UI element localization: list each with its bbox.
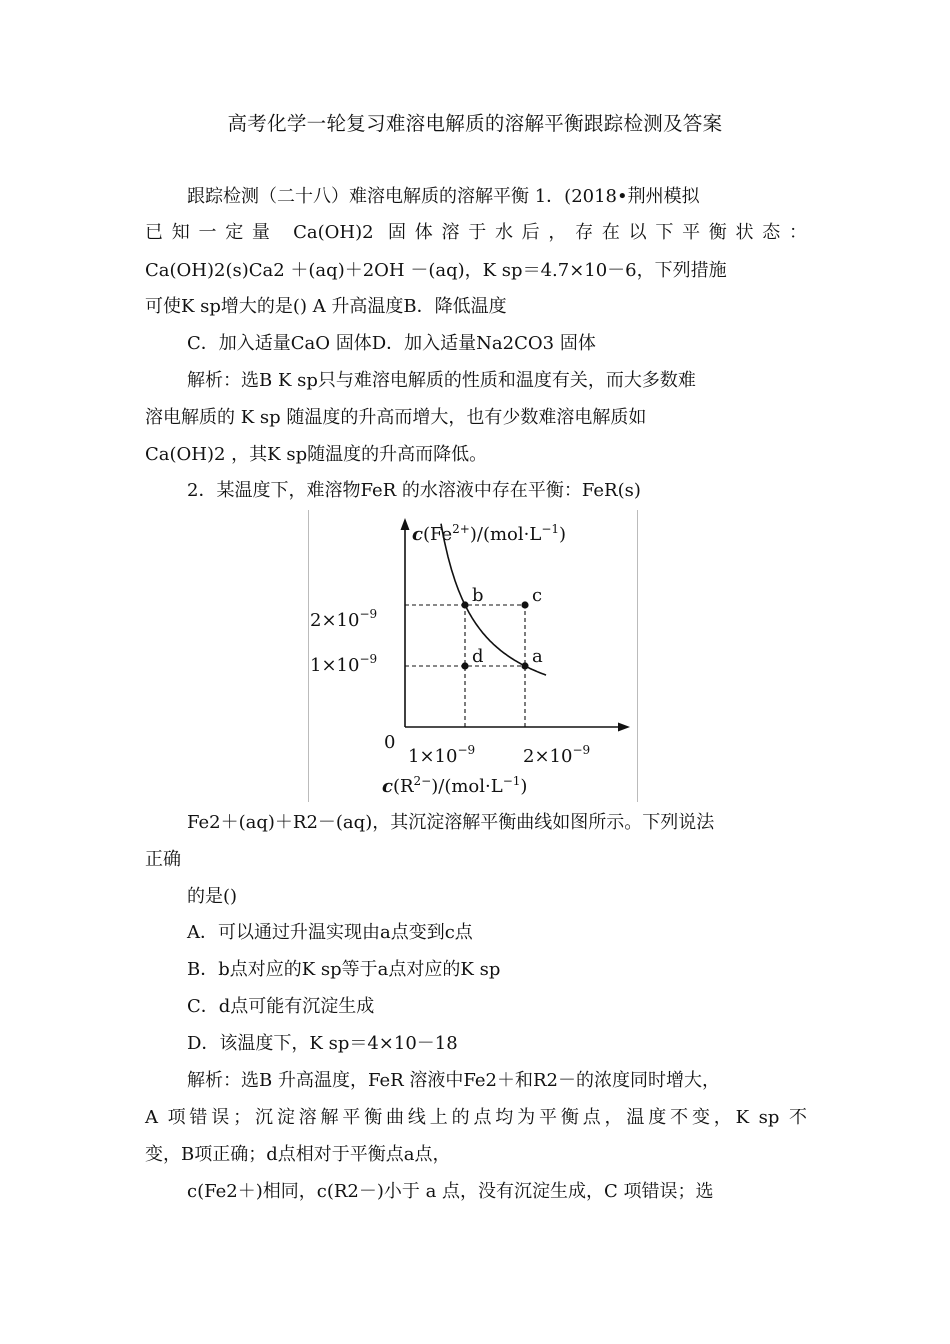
paragraph-line: B．b点对应的K sp等于a点对应的K sp	[187, 959, 501, 980]
paragraph-line: 变，B项正确；d点相对于平衡点a点，	[145, 1144, 451, 1165]
paragraph-line: Ca(OH)2(s)Ca2 ＋(aq)＋2OH －(aq)，K sp＝4.7×10－6，下列措施	[145, 260, 727, 281]
paragraph-line: 跟踪检测（二十八）难溶电解质的溶解平衡 1．(2018•荆州模拟	[187, 186, 700, 207]
paragraph-line: 已知一定量 Ca(OH)2 固体溶于水后，存在以下平衡状态：	[145, 222, 807, 243]
paragraph-line: A．可以通过升温实现由a点变到c点	[187, 922, 473, 943]
y-axis-arrow-icon	[401, 518, 410, 530]
origin-label: 0	[384, 732, 396, 753]
point-label-a: a	[532, 646, 543, 667]
data-points	[461, 585, 543, 670]
equilibrium-curve	[441, 524, 546, 675]
solubility-equilibrium-figure	[308, 510, 638, 802]
point-d	[461, 662, 468, 669]
paragraph-line: Fe2＋(aq)＋R2－(aq)，其沉淀溶解平衡曲线如图所示。下列说法	[187, 812, 715, 833]
x-axis-label: $c(R^{2-})/(mol\cdot L^{-1})$	[382, 774, 528, 797]
paragraph-line: 2．某温度下，难溶物FeR 的水溶液中存在平衡：FeR(s)	[187, 480, 641, 501]
y-tick-label: $1\times 10^{-9}$	[310, 652, 378, 676]
paragraph-line: C．d点可能有沉淀生成	[187, 996, 375, 1017]
y-tick-label: $2\times 10^{-9}$	[310, 607, 378, 631]
solubility-curve-chart	[308, 510, 638, 802]
paragraph-line: 解析：选B K sp只与难溶电解质的性质和温度有关，而大多数难	[187, 370, 696, 391]
paragraph-line: A 项错误；沉淀溶解平衡曲线上的点均为平衡点，温度不变，K sp 不	[145, 1107, 807, 1128]
point-label-d: d	[472, 646, 484, 667]
paragraph-line: 的是()	[187, 886, 238, 907]
x-tick-label: $1\times 10^{-9}$	[408, 743, 476, 767]
x-axis-arrow-icon	[618, 723, 630, 732]
point-label-c: c	[532, 585, 543, 606]
document-title: 高考化学一轮复习难溶电解质的溶解平衡跟踪检测及答案	[227, 112, 723, 135]
paragraph-line: 可使K sp增大的是() A 升高温度B．降低温度	[145, 296, 507, 317]
y-axis-label: $c(Fe^{2+})/(mol\cdot L^{-1})$	[412, 522, 567, 545]
paragraph-line: C．加入适量CaO 固体D．加入适量Na2CO3 固体	[187, 333, 596, 354]
point-a	[521, 662, 528, 669]
paragraph-line: 正确	[145, 849, 181, 870]
paragraph-line: 解析：选B 升高温度，FeR 溶液中Fe2＋和R2－的浓度同时增大，	[187, 1070, 720, 1091]
paragraph-line: c(Fe2＋)相同，c(R2－)小于 a 点，没有沉淀生成，C 项错误；选	[187, 1181, 714, 1202]
paragraph-line: D．该温度下，K sp＝4×10－18	[187, 1033, 458, 1054]
point-label-b: b	[472, 585, 484, 606]
paragraph-line: Ca(OH)2 ，其K sp随温度的升高而降低。	[145, 444, 488, 465]
point-c	[521, 601, 528, 608]
x-tick-label: $2\times 10^{-9}$	[523, 743, 591, 767]
paragraph-line: 溶电解质的 K sp 随温度的升高而增大，也有少数难溶电解质如	[145, 407, 647, 428]
point-b	[461, 601, 468, 608]
